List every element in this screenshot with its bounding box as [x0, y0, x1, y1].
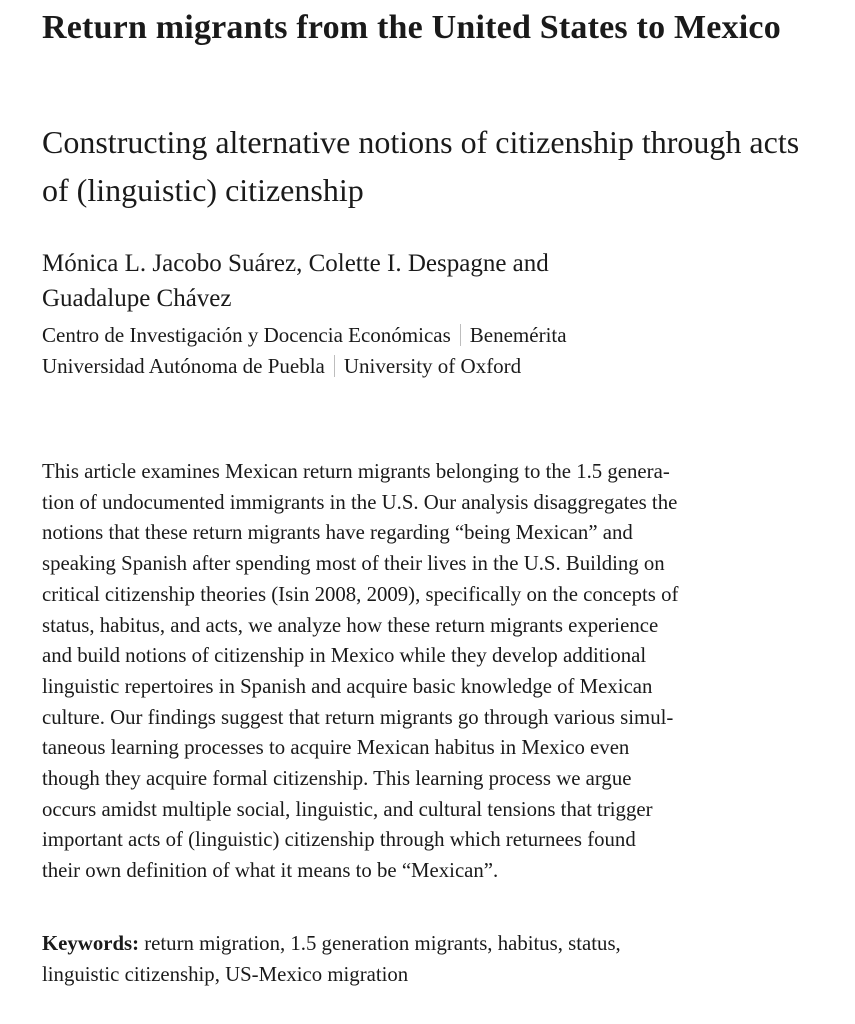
affiliation: Universidad Autónoma de Puebla: [42, 354, 325, 378]
abstract-line: taneous learning processes to acquire Mexican habitus in Mexico even: [42, 736, 630, 760]
keywords-text: return migration, 1.5 generation migrants, habitus, status,: [139, 932, 621, 955]
affiliation: Benemérita: [469, 323, 567, 347]
keywords-label: Keywords:: [42, 932, 140, 955]
keywords-text: linguistic citizenship, US-Mexico migration: [42, 963, 409, 986]
article-title: Return migrants from the United States to Mexico: [42, 9, 781, 46]
affiliation-separator: [334, 355, 335, 377]
article-subtitle: Constructing alternative notions of citizenship through acts of (linguistic) citizenship: [42, 124, 800, 208]
abstract-line: though they acquire formal citizenship. This learning process we argue: [42, 767, 632, 791]
abstract-line: speaking Spanish after spending most of their lives in the U.S. Building on: [42, 552, 665, 576]
author-line: Mónica L. Jacobo Suárez, Colette I. Despagne and: [42, 250, 549, 277]
abstract-line: important acts of (linguistic) citizenship through which returnees found: [42, 828, 636, 852]
abstract-line: critical citizenship theories (Isin 2008, 2009), specifically on the concepts of: [42, 582, 679, 606]
author-list: [42, 246, 802, 316]
abstract-line: and build notions of citizenship in Mexico while they develop additional: [42, 644, 647, 668]
abstract-line: occurs amidst multiple social, linguistic, and cultural tensions that trigger: [42, 797, 653, 821]
abstract-line: linguistic repertoires in Spanish and acquire basic knowledge of Mexican: [42, 674, 653, 698]
abstract-line: their own definition of what it means to be “Mexican”.: [42, 859, 499, 883]
author-line: Guadalupe Chávez: [42, 285, 232, 312]
abstract-line: This article examines Mexican return migrants belonging to the 1.5 genera-: [42, 460, 670, 483]
abstract-line: culture. Our findings suggest that return migrants go through various simul-: [42, 705, 674, 729]
keywords: [42, 928, 784, 990]
affiliation-separator: [460, 324, 461, 346]
affiliation: University of Oxford: [343, 354, 522, 378]
abstract: [42, 457, 784, 887]
abstract-line: tion of undocumented immigrants in the U.S. Our analysis disaggregates the: [42, 490, 678, 514]
abstract-line: notions that these return migrants have regarding “being Mexican” and: [42, 521, 633, 545]
affiliation-list: [42, 320, 802, 382]
abstract-line: status, habitus, and acts, we analyze how these return migrants experience: [42, 613, 659, 637]
affiliation: Centro de Investigación y Docencia Económicas: [42, 323, 451, 347]
